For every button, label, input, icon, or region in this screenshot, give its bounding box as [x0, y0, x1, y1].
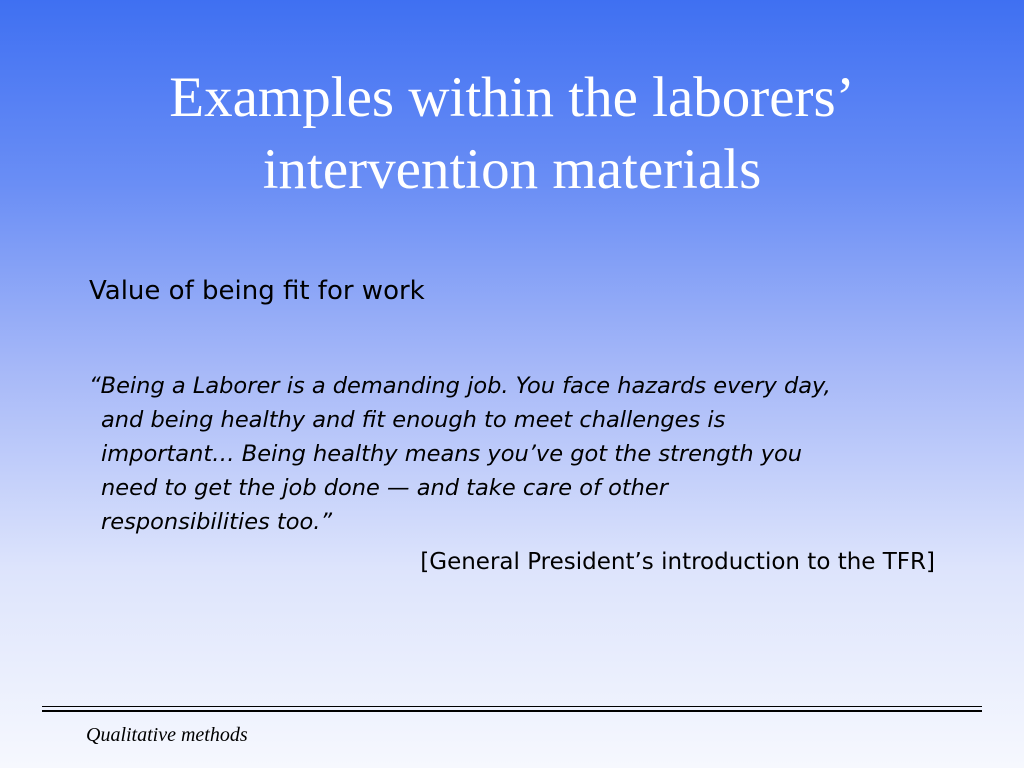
quote-block: [89, 369, 939, 539]
footer-label: Qualitative methods: [86, 724, 248, 746]
quote-line-2: and being healthy and fit enough to meet challenges is: [101, 407, 726, 433]
quote-attribution: [General President’s introduction to the TFR]: [420, 549, 935, 575]
quote-line-1: “Being a Laborer is a demanding job. You face hazards every day,: [89, 373, 831, 399]
quote-line-4: need to get the job done — and take care of other: [101, 475, 669, 501]
subheading: Value of being fit for work: [89, 276, 425, 306]
slide-title-line-1: Examples within the laborers’: [169, 66, 855, 129]
quote-line-3: important… Being healthy means you’ve got the strength you: [101, 441, 803, 467]
slide-title: [40, 62, 984, 206]
slide-title-line-2: intervention materials: [262, 138, 762, 201]
quote-line-5: responsibilities too.”: [101, 509, 333, 535]
footer-divider-thick: [42, 710, 982, 712]
footer-divider-thin: [42, 706, 982, 707]
